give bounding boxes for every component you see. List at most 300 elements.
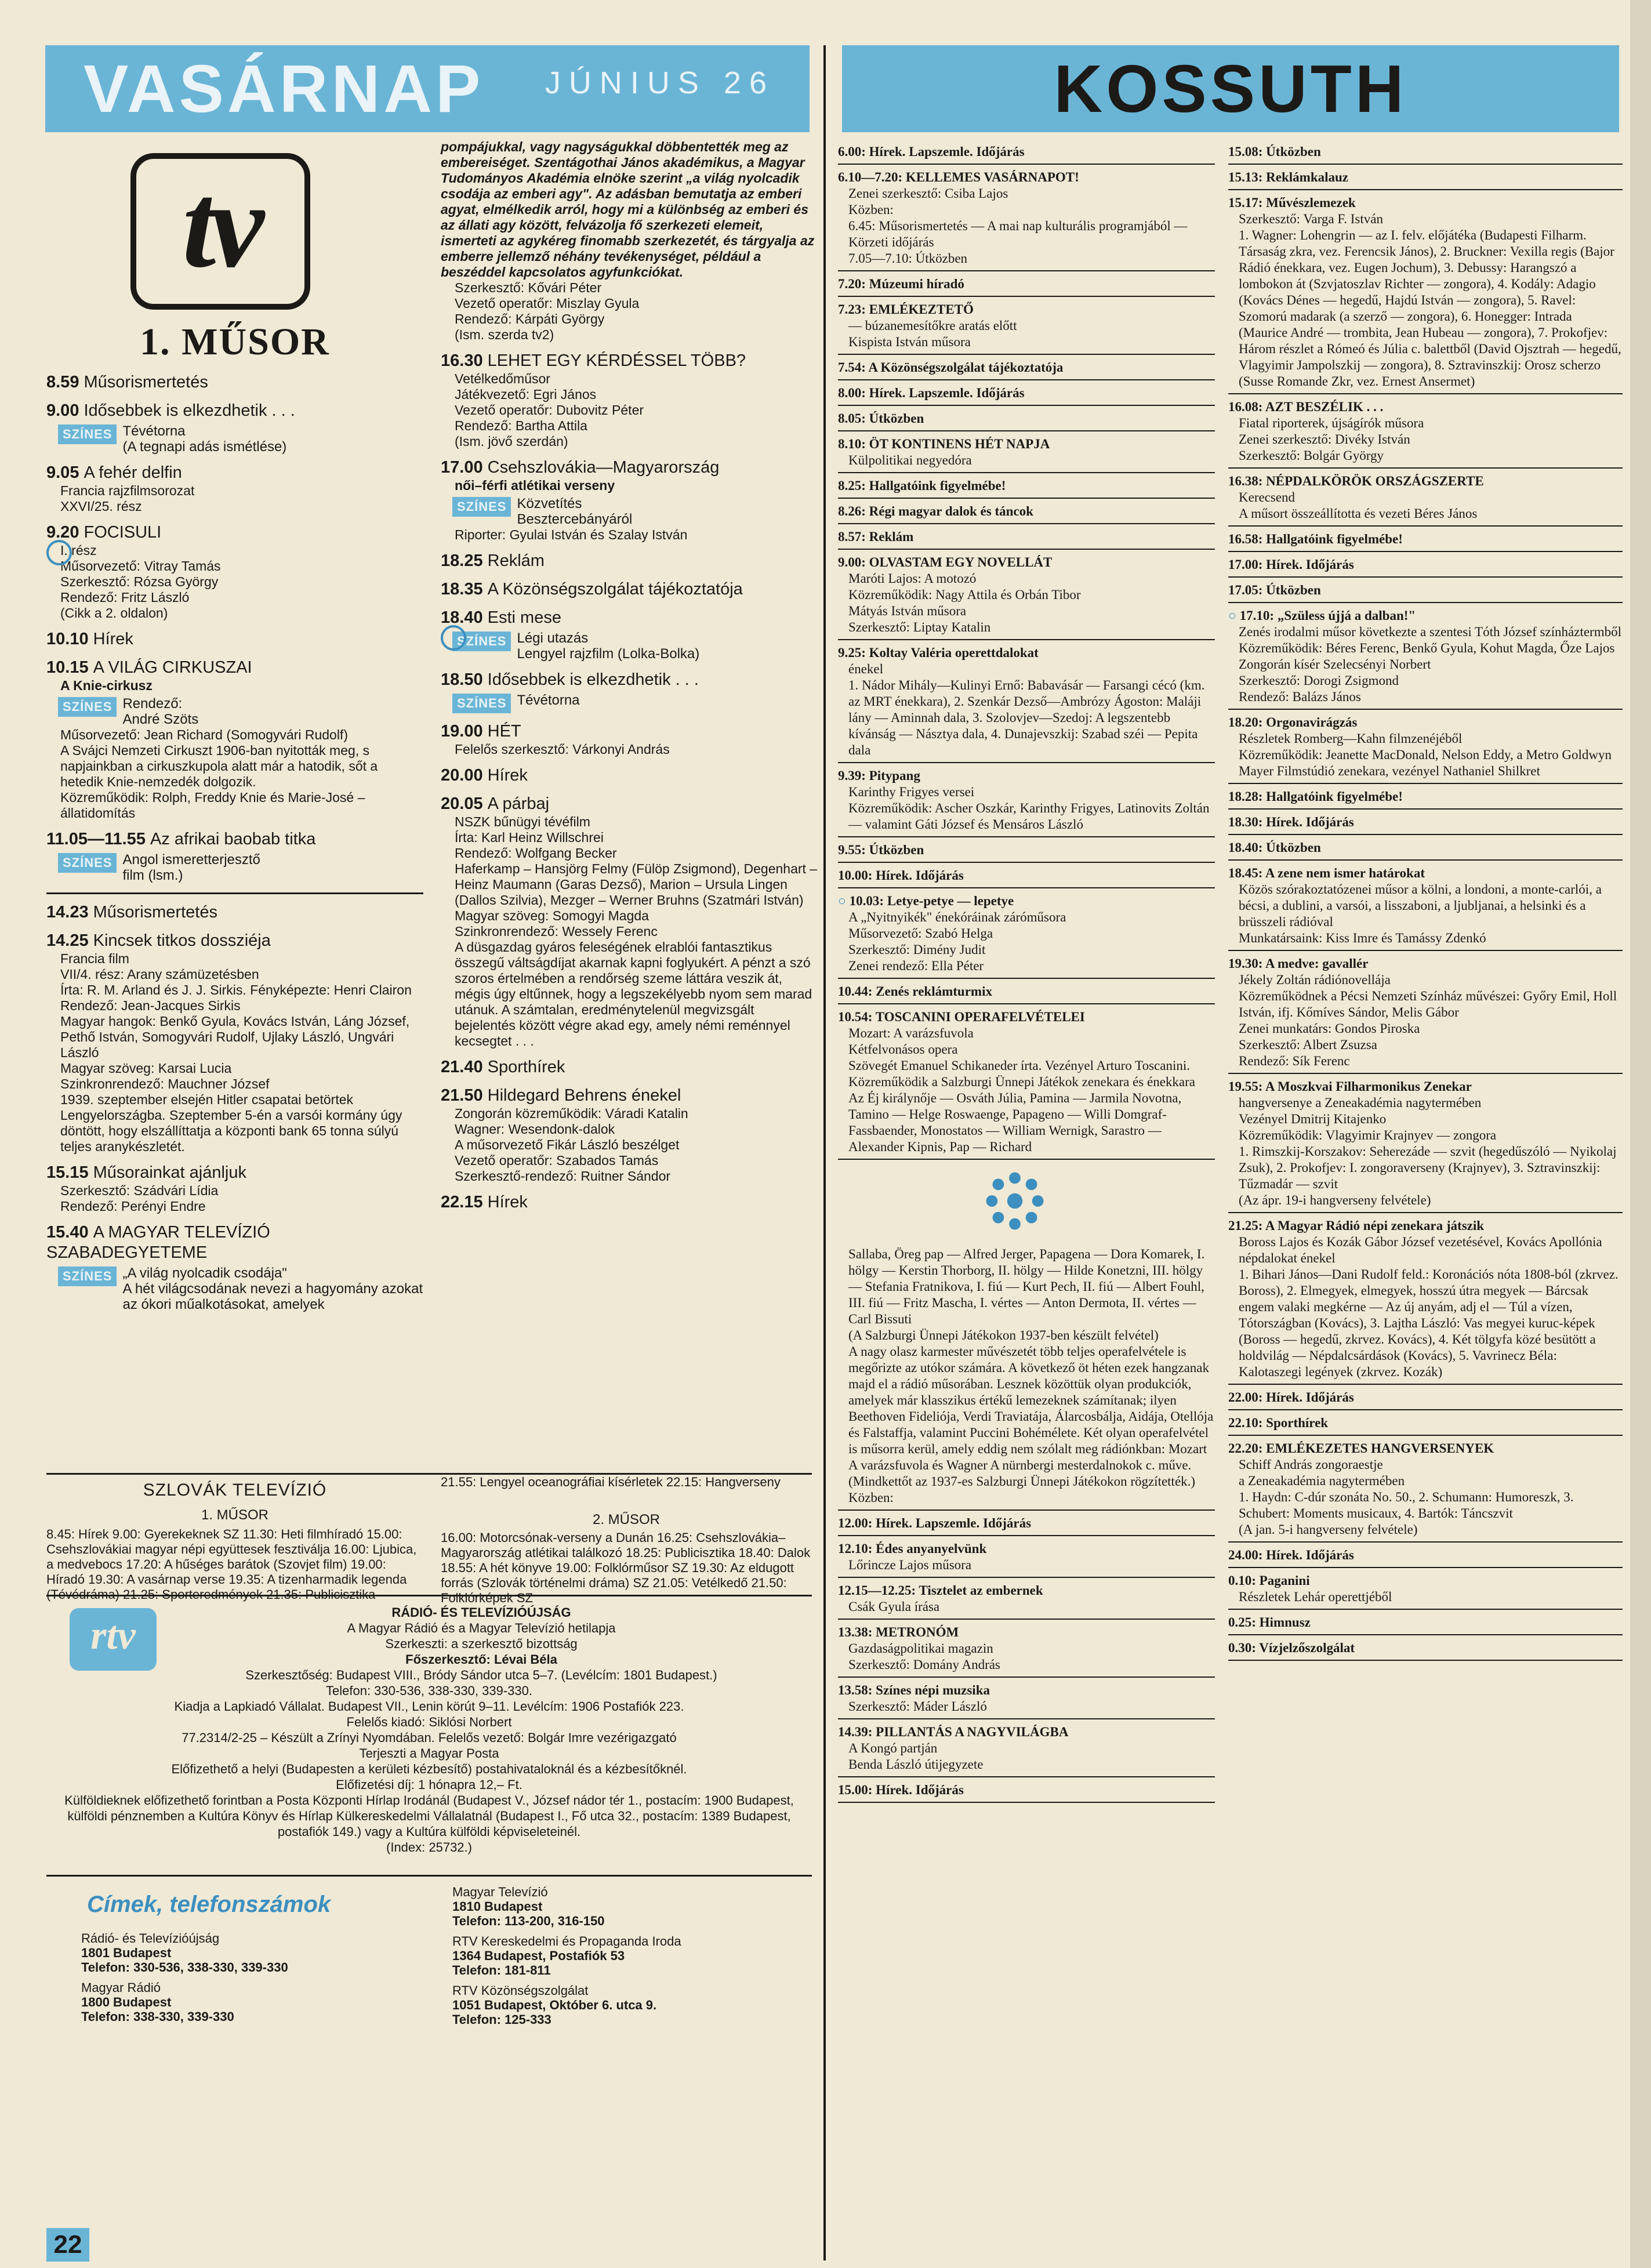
radio-detail: Szövegét Emanuel Schikaneder írta. Vezényel Arturo Toscanini. Közreműködik a Salzburgi Ünnepi Játékok zenekara és énekkara — [848, 1058, 1195, 1089]
radio-detail: Szerkesztő: Dorogi Zsigmond — [1239, 673, 1399, 688]
program-title-line — [46, 522, 423, 543]
radio-title-line — [838, 1624, 1215, 1641]
radio-time: 16.38: — [1228, 474, 1267, 488]
rtv-logo-text: rtv — [90, 1613, 136, 1658]
program-time: 19.00 — [441, 722, 488, 741]
program-title: Hírek — [93, 630, 133, 648]
program-detail: Szerkesztő: Szádvári Lídia — [60, 1183, 219, 1198]
radio-title: A Magyar Rádió népi zenekara játszik — [1265, 1218, 1485, 1233]
program-marker-icon — [441, 625, 466, 651]
program-detail-line: Lengyel rajzfilm (Lolka-Bolka) — [517, 646, 700, 662]
address-block — [81, 1931, 441, 1975]
radio-title-line — [838, 842, 1215, 858]
program-time: 15.15 — [46, 1163, 93, 1182]
program-badge-row — [46, 852, 423, 883]
program-title-line — [441, 721, 818, 742]
program-title: A Közönségszolgálat tájékoztatója — [487, 580, 743, 598]
radio-title: TOSCANINI OPERAFELVÉTELEI — [875, 1010, 1085, 1024]
program-title-line — [441, 794, 818, 814]
radio-divider — [1228, 1567, 1623, 1568]
radio-detail: 1. Wagner: Lohengrin — az I. felv. előjátéka (Budapesti Filharm. Társaság zkra, vez. Ferencsik János), 2. Bruckner: Vexilla regis (Bajor Rádió énekkara, vez. Eugen Jochum), 3. Debussy: Harangszó a lombokon át (Szvjatoszlav Richter — zongora), 4. Kodály: Adagio (Kovács Dénes — hegedű, Hajdú István — zongora), 5. Ravel: Szomorú madarak (a szerző — zongora), 6. Honegger: Intrada (Maurice André — trombita, Jean Hubeau — zongora), 7. Prokofjev: Három részlet a Rómeó és Júlia c. balettből (David Ojsztrah — hegedű, Vlagyimir Jampolszkij — zongora), 8. Sztravinszkij: Orosz scherzo (Susse Romande Zkr, vez. Ernest Ansermet) — [1239, 228, 1621, 389]
radio-time: 0.10: — [1228, 1573, 1260, 1588]
radio-time: 13.58: — [838, 1683, 876, 1697]
program-time: 9.05 — [46, 463, 84, 482]
slovak-m2-title: 2. MŰSOR — [592, 1512, 660, 1527]
radio-divider — [1228, 1634, 1623, 1635]
radio-divider — [838, 978, 1215, 979]
radio-detail: Gazdaságpolitikai magazin — [848, 1641, 993, 1656]
program-detail: Rendező: Bartha Attila — [455, 418, 587, 433]
program-detail: Wagner: Wesendonk-dalok — [455, 1122, 615, 1137]
radio-detail: Az Éj királynője — Osváth Júlia, Pamina — Jarmila Novotna, Tamino — Helge Roswaenge, Papageno — Willi Domgraf-Fassbaender, Monostatos — William Wernigk, Sarastro — Alexander Kipnis, Pap — Richard — [848, 1091, 1182, 1154]
radio-title: Hírek. Lapszemle. Időjárás — [869, 144, 1025, 159]
radio-title: ÖT KONTINENS HÉT NAPJA — [869, 437, 1050, 451]
radio-detail: Közreműködik: Jeanette MacDonald, Nelson Eddy, a Metro Goldwyn Mayer Filmstúdió zenekara, vezényel Nathaniel Shilkret — [1239, 747, 1612, 778]
radio-time: 10.00: — [838, 868, 876, 883]
radio-program — [838, 1246, 1215, 1506]
radio-title: Sporthírek — [1266, 1416, 1329, 1430]
tv-program-list-2 — [441, 351, 818, 1213]
radio-time: 9.25: — [838, 645, 869, 660]
radio-time: 15.17: — [1228, 195, 1267, 210]
radio-title: Édes anyanyelvünk — [876, 1541, 987, 1556]
radio-program — [1228, 144, 1623, 160]
imprint-line: Telefon: 330-536, 338-330, 339-330. — [326, 1683, 532, 1698]
radio-time: 12.00: — [838, 1516, 876, 1530]
program-time: 14.23 — [46, 903, 93, 921]
radio-time: 0.30: — [1228, 1641, 1260, 1655]
radio-title-line — [838, 645, 1215, 661]
col2-intro: pompájukkal, vagy nagyságukkal döbbentették meg az embereiséget. Szentágothai János akadémikus, a Magyar Tudományos Akadémia elnöke szerint „a világ nyolcadik csodája az emberi agy". Az adásban bemutatja az emberi agyat, elmélkedik arról, hogy mi a különbség az emberi és az állati agy között, felvázolja fő szerkezeti elemeit, ismerteti az agykéreg finomabb szerkezetét, és tárgyalja az emberre jellemző néhány tevékenységet, például a beszéddel kapcsolatos agyfunkciókat. — [441, 139, 815, 280]
radio-detail: Szerkesztő: Domány András — [848, 1657, 1000, 1672]
radio-detail: Kispista István műsora — [848, 335, 971, 349]
program-title: Csehszlovákia—Magyarország — [487, 458, 720, 477]
radio-detail: (A jan. 5-i hangverseny felvétele) — [1239, 1522, 1418, 1537]
radio-time: 12.10: — [838, 1541, 876, 1556]
program-detail — [517, 630, 699, 662]
radio-time: 17.10: — [1239, 608, 1278, 623]
radio-title-line — [838, 144, 1215, 160]
radio-detail: Közreműködik: Béres Ferenc, Benkő Gyula, Kohut Magda, Őze Lajos — [1239, 641, 1615, 655]
program-detail: Zongorán közreműködik: Váradi Katalin — [455, 1106, 688, 1121]
tv-program — [441, 765, 818, 786]
tv-logo — [130, 153, 310, 310]
radio-title: PILLANTÁS A NAGYVILÁGBA — [876, 1725, 1069, 1739]
radio-time: 19.30: — [1228, 956, 1265, 971]
tv-program — [46, 372, 423, 393]
radio-detail: (Az ápr. 19-i hangverseny felvétele) — [1239, 1193, 1431, 1207]
radio-divider — [838, 164, 1215, 165]
program-marker-icon: ○ — [838, 894, 850, 908]
radio-program — [838, 1624, 1215, 1673]
radio-title: Letye-petye — lepetye — [887, 894, 1014, 908]
radio-divider — [1228, 467, 1623, 469]
tv-column-1 — [46, 139, 423, 1312]
radio-time: 18.45: — [1228, 866, 1265, 880]
radio-title: AZT BESZÉLIK . . . — [1265, 400, 1384, 414]
radio-program — [1228, 1440, 1623, 1538]
radio-detail: 1. Rimszkij-Korszakov: Seherezáde — szvit (hegedűszóló — Nyikolaj Zsuk), 2. Prokofjev: I. zongoraverseny (Krajnyev), 3. Sztravinszkij: Tűzmadár — szvit — [1239, 1144, 1617, 1191]
program-detail — [122, 696, 198, 727]
radio-time: 18.28: — [1228, 789, 1267, 804]
program-detail-line: Tévétorna — [122, 423, 186, 439]
program-detail-line: film (lsm.) — [122, 868, 183, 883]
radio-detail: Külpolitikai negyedóra — [848, 453, 972, 467]
program-title: Hildegard Behrens énekel — [487, 1086, 681, 1105]
program-title-line — [46, 829, 423, 850]
address-name: Rádió- és Televízióújság — [81, 1931, 220, 1946]
address-phone: Telefon: 338-330, 339-330 — [81, 2009, 234, 2024]
radio-title-line — [838, 1724, 1215, 1740]
program-title: Hírek — [487, 1193, 528, 1211]
radio-divider — [1228, 859, 1623, 861]
program-detail: (Cikk a 2. oldalon) — [60, 605, 168, 620]
tv-program — [46, 1222, 423, 1312]
program-detail: Vetélkedőműsor — [455, 371, 550, 386]
radio-program — [838, 1541, 1215, 1573]
radio-divider — [1228, 834, 1623, 835]
radio-divider — [1228, 1384, 1623, 1385]
tv-program — [441, 670, 818, 713]
station-title: KOSSUTH — [1054, 51, 1407, 126]
radio-title-line — [838, 436, 1215, 452]
address-block — [452, 1983, 812, 2027]
radio-detail: 1. Haydn: C-dúr szonáta No. 50., 2. Schumann: Humoreszk, 3. Schubert: Moments musicaux, 4. Bartók: Táncszvit — [1239, 1490, 1574, 1521]
radio-detail: Szerkesztő: Albert Zsuzsa — [1239, 1037, 1377, 1052]
radio-detail: Maróti Lajos: A motozó — [848, 571, 977, 586]
radio-detail: Szerkesztő: Máder László — [848, 1699, 987, 1714]
radio-time: 13.38: — [838, 1625, 876, 1639]
address-name: Magyar Televízió — [452, 1885, 548, 1899]
radio-program — [1228, 840, 1623, 856]
page-edge — [1630, 0, 1651, 2268]
radio-title: Színes népi muzsika — [876, 1683, 990, 1697]
section-rule — [46, 892, 423, 894]
program-detail-line: Közvetítés — [517, 496, 582, 511]
radio-title: Régi magyar dalok és táncok — [869, 504, 1033, 518]
radio-program — [1228, 608, 1623, 705]
program-title: Esti mese — [487, 608, 561, 627]
radio-title: Hírek. Időjárás — [876, 1783, 964, 1797]
radio-detail: Részletek Romberg—Kahn filmzenéjéből — [1239, 731, 1463, 746]
program-detail: Francia rajzfilmsorozat — [60, 483, 195, 498]
program-badge-row — [46, 696, 423, 727]
channel-title: 1. MŰSOR — [140, 321, 330, 363]
radio-title-line — [1228, 1218, 1623, 1234]
radio-time: 18.30: — [1228, 815, 1267, 829]
station-header — [842, 45, 1619, 132]
program-detail: női–férfi atlétikai verseny — [455, 478, 615, 493]
program-detail-line: (A tegnapi adás ismétlése) — [122, 439, 287, 455]
program-detail: Rendező: Jean-Jacques Sirkis — [60, 998, 241, 1013]
slovak-m1-title: 1. MŰSOR — [201, 1507, 268, 1523]
radio-time: 16.58: — [1228, 532, 1267, 546]
radio-title: Múzeumi híradó — [869, 277, 964, 291]
tv-program — [46, 522, 423, 621]
radio-title-line — [1228, 195, 1623, 211]
radio-divider — [838, 1535, 1215, 1536]
radio-title: Hírek. Lapszemle. Időjárás — [869, 386, 1025, 400]
program-detail: Játékvezető: Egri János — [455, 387, 597, 402]
date-label: JÚNIUS 26 — [545, 66, 775, 100]
radio-divider — [838, 472, 1215, 473]
imprint-line: (Index: 25732.) — [386, 1840, 472, 1855]
program-detail: Riporter: Gyulai István és Szalay István — [455, 527, 688, 542]
radio-time: 7.23: — [838, 302, 869, 317]
radio-divider — [1228, 1073, 1623, 1074]
radio-divider — [838, 549, 1215, 550]
radio-detail: Fiatal riporterek, újságírók műsora — [1239, 416, 1424, 430]
radio-title: Reklám — [869, 529, 914, 544]
radio-detail: Szerkesztő: Varga F. István — [1239, 212, 1383, 226]
radio-program — [1228, 557, 1623, 573]
radio-title-line — [1228, 1079, 1623, 1095]
tv-program — [441, 1086, 818, 1184]
radio-detail: Szerkesztő: Bolgár György — [1239, 448, 1384, 463]
radio-detail: Részletek Lehár operettjéből — [1239, 1590, 1392, 1604]
radio-divider — [1228, 1409, 1623, 1410]
tv-program — [441, 721, 818, 757]
radio-title: NÉPDALKÖRÖK ORSZÁGSZERTE — [1266, 474, 1484, 488]
radio-title: A Közönségszolgálat tájékoztatója — [868, 360, 1064, 375]
radio-detail: 7.05—7.10: Útközben — [848, 251, 968, 266]
radio-detail: A „Nyitnyikék" énekóráinak záróműsora — [848, 910, 1066, 924]
kossuth-column-1 — [838, 139, 1215, 1806]
radio-divider — [1228, 783, 1623, 784]
radio-time: 9.00: — [838, 555, 869, 569]
radio-program — [1228, 1614, 1623, 1631]
radio-program — [1228, 1573, 1623, 1605]
radio-title: Hírek. Időjárás — [876, 868, 964, 883]
snowflake-icon — [983, 1169, 1047, 1233]
radio-time: 22.10: — [1228, 1416, 1267, 1430]
radio-detail: Szerkesztő: Liptay Katalin — [848, 620, 991, 634]
radio-program — [838, 893, 1215, 974]
program-badge-row — [441, 630, 818, 662]
radio-detail: Rendező: Sík Ferenc — [1239, 1054, 1350, 1068]
radio-divider — [838, 1159, 1215, 1160]
radio-detail: hangversenye a Zeneakadémia nagytermében — [1239, 1095, 1482, 1110]
radio-program — [838, 276, 1215, 292]
radio-title-line — [838, 893, 1215, 909]
radio-program — [1228, 956, 1623, 1069]
color-badge: SZÍNES — [58, 697, 117, 717]
radio-title: A medve: gavallér — [1265, 956, 1369, 971]
tv-program — [441, 351, 818, 449]
radio-program — [1228, 714, 1623, 779]
radio-detail: (A Salzburgi Ünnepi Játékokon 1937-ben készült felvétel) — [848, 1328, 1159, 1342]
radio-title: EMLÉKEZETES HANGVERSENYEK — [1266, 1441, 1494, 1456]
tv-program — [441, 1057, 818, 1077]
program-detail: A düsgazdag gyáros feleségének elrablói fantasztikus összegű váltságdíjat akarnak kapni foglyukért. A pénzt a szó szoros értelmében a rendőrség szeme láttára veszik át, mégis úgy eltűnnek, hogy a legszekélyebb nyom sem marad utánuk. A számtalan, eredménytelenül megvizsgált bejelentés között végre akad egy, amely némi reménnyel kecsegtet . . . — [455, 939, 812, 1048]
tv-program-list — [46, 372, 423, 1312]
radio-detail: 1. Nádor Mihály—Kulinyi Ernő: Babavásár — Farsangi cécó (km. az MRT énekkara), 2. Szenkár Dezső—Ambrózy Ágoston: Maláji lány — Aminnah dala, 3. Szolovjev—Szedoj: A legszentebb kívánság — Násztya dala, 4. Dunajevszkij: Szabad széi — Pepita dala — [848, 678, 1205, 757]
tv-program — [441, 551, 818, 571]
color-badge: SZÍNES — [452, 632, 511, 651]
radio-detail: Zongorán kísér Szelecsényi Norbert — [1239, 657, 1431, 672]
radio-time: 22.00: — [1228, 1390, 1267, 1405]
program-title: Kincsek titkos dossziéja — [93, 931, 271, 950]
program-time: 22.15 — [441, 1193, 488, 1211]
radio-divider — [838, 430, 1215, 431]
radio-time: 10.54: — [838, 1010, 876, 1024]
address-phone: Telefon: 330-536, 338-330, 339-330 — [81, 1960, 288, 1975]
address-block — [452, 1934, 812, 1977]
program-detail-line: Tévétorna — [517, 692, 580, 708]
program-detail — [122, 1265, 423, 1312]
radio-title: Hallgatóink figyelmébe! — [869, 478, 1006, 493]
imprint-line: A Magyar Rádió és a Magyar Televízió hetilapja — [347, 1621, 616, 1635]
radio-detail: Közös szórakoztatózenei műsor a kölni, a londoni, a monte-carlói, a bécsi, a dublini, a varsói, a lisszaboni, a ljubljanai, a helsinki és a brüsszeli rádióval — [1239, 882, 1602, 929]
radio-program — [838, 554, 1215, 636]
program-detail: I. rész — [60, 543, 97, 558]
imprint-lines — [46, 1605, 812, 1855]
program-badge-row — [441, 496, 818, 527]
program-title-line — [46, 1222, 423, 1263]
program-title-line — [46, 372, 423, 393]
radio-detail: 6.45: Műsorismertetés — A mai nap kulturális programjából — Körzeti időjárás — [848, 219, 1188, 249]
program-detail: XXVI/25. rész — [60, 499, 142, 514]
radio-time: 9.55: — [838, 843, 869, 857]
radio-program — [1228, 1389, 1623, 1406]
radio-program — [838, 984, 1215, 1000]
program-detail — [122, 423, 286, 455]
program-marker-icon — [46, 540, 72, 565]
tv-program — [441, 794, 818, 1049]
radio-detail: Benda László útijegyzete — [848, 1757, 984, 1772]
program-detail — [517, 692, 579, 708]
radio-detail: A műsort összeállította és vezeti Béres János — [1239, 506, 1478, 521]
radio-title-line — [1228, 473, 1623, 489]
radio-time: 19.55: — [1228, 1079, 1265, 1094]
page-number: 22 — [46, 2228, 89, 2262]
imprint-line: 77.2314/2-25 – Készült a Zrínyi Nyomdában. Felelős vezető: Bolgár Imre vezérigazgató — [182, 1730, 677, 1745]
program-time: 20.00 — [441, 766, 488, 785]
imprint-line: Előfizetési díj: 1 hónapra 12,– Ft. — [336, 1777, 522, 1792]
radio-title-line — [1228, 144, 1623, 160]
program-detail: Vezető operatőr: Dubovitz Péter — [455, 402, 644, 418]
radio-time: 7.54: — [838, 360, 869, 375]
program-title: Műsorismertetés — [93, 903, 217, 921]
program-detail: Szerkesztő: Rózsa György — [60, 574, 219, 589]
program-detail: Szinkronrendező: Mauchner József — [60, 1076, 270, 1091]
radio-title: Pitypang — [869, 768, 920, 783]
program-detail-line: A hét világcsodának nevezi a hagyomány azokat az ókori műalkotásokat, amelyek — [122, 1281, 423, 1312]
program-detail: 1939. szeptember elsején Hitler csapatai betörtek Lengyelországba. Szeptember 5-én a varsói kormány úgy döntött, hogy elszállíttatja a központi bank 65 tonna súlyú teljes aranykészletét. — [60, 1092, 402, 1154]
radio-divider — [838, 1509, 1215, 1511]
radio-title: KELLEMES VASÁRNAPOT! — [905, 170, 1079, 184]
radio-detail: Közben: — [848, 202, 894, 217]
program-detail: Szinkronrendező: Wessely Ferenc — [455, 924, 658, 939]
program-title: HÉT — [487, 722, 521, 741]
program-detail: NSZK bűnügyi tévéfilm — [455, 814, 590, 829]
radio-divider — [838, 1619, 1215, 1620]
radio-title: Hírek. Időjárás — [1266, 1548, 1354, 1562]
radio-divider — [838, 498, 1215, 499]
radio-program-list-2 — [1228, 144, 1623, 1661]
radio-time: 10.03: — [849, 894, 887, 908]
radio-detail: Lőrincze Lajos műsora — [848, 1558, 972, 1572]
radio-program — [838, 436, 1215, 469]
radio-title: Útközben — [1266, 840, 1321, 855]
radio-title-line — [838, 478, 1215, 494]
program-time: 21.50 — [441, 1086, 488, 1105]
tv-program — [46, 829, 423, 883]
program-title: LEHET EGY KÉRDÉSSEL TÖBB? — [487, 351, 746, 370]
radio-title-line — [838, 169, 1215, 186]
radio-divider — [1228, 1609, 1623, 1610]
radio-title-line — [1228, 840, 1623, 856]
radio-divider — [1228, 1435, 1623, 1436]
program-title: Idősebbek is elkezdhetik . . . — [84, 401, 295, 420]
color-badge: SZÍNES — [58, 853, 117, 873]
radio-program — [838, 169, 1215, 267]
radio-time: 0.25: — [1228, 1615, 1260, 1630]
radio-divider — [1228, 709, 1623, 710]
radio-divider — [838, 270, 1215, 271]
color-badge: SZÍNES — [58, 424, 117, 444]
radio-detail: Kerecsend — [1239, 490, 1296, 505]
radio-program — [838, 842, 1215, 858]
program-time: 16.30 — [441, 351, 488, 370]
radio-divider — [838, 1003, 1215, 1004]
program-detail: Felelős szerkesztő: Várkonyi András — [455, 742, 670, 757]
program-detail — [122, 852, 260, 883]
radio-detail: Mozart: A varázsfuvola — [848, 1026, 974, 1040]
radio-time: 21.25: — [1228, 1218, 1265, 1233]
radio-time: 15.08: — [1228, 144, 1267, 159]
radio-divider — [838, 1676, 1215, 1678]
credit-line: Rendező: Kárpáti György — [455, 311, 605, 326]
radio-detail: Schiff András zongoraestje — [1239, 1457, 1383, 1472]
program-detail-line: Besztercebányáról — [517, 511, 633, 527]
radio-title: Hírek. Időjárás — [1266, 815, 1354, 829]
program-title: A MAGYAR TELEVÍZIÓ SZABADEGYETEME — [46, 1223, 270, 1262]
program-detail: Szerkesztő-rendező: Ruitner Sándor — [455, 1169, 671, 1184]
radio-time: 15.13: — [1228, 170, 1267, 184]
imprint-line: Kiadja a Lapkiadó Vállalat. Budapest VII., Lenin körút 9–11. Levélcím: 1906 Postafiók 223. — [174, 1699, 684, 1714]
radio-time: 18.20: — [1228, 715, 1267, 730]
radio-title-line — [1228, 1389, 1623, 1406]
radio-program — [1228, 582, 1623, 598]
imprint-line: Szerkeszti: a szerkesztő bizottság — [385, 1636, 578, 1651]
radio-title-line — [838, 1515, 1215, 1532]
radio-detail: — búzanemesítőkre aratás előtt — [848, 318, 1017, 333]
radio-detail: Sallaba, Öreg pap — Alfred Jerger, Papagena — Dora Komarek, I. hölgy — Kerstin Thorborg, II. hölgy — Hilde Konetzni, III. hölgy — Stefania Fratnikova, I. fiú — Kurt Pech, II. fiú — Albert Fouhl, III. fiú — Fritz Mascha, I. vértes — Anton Dermota, II. vértes — Carl Bissuti — [848, 1247, 1205, 1326]
program-time: 8.59 — [46, 373, 84, 391]
program-time: 18.25 — [441, 551, 488, 570]
radio-title: Hallgatóink figyelmébe! — [1266, 789, 1403, 804]
radio-title-line — [1228, 531, 1623, 547]
radio-title-line — [1228, 608, 1623, 624]
radio-title: A Moszkvai Filharmonikus Zenekar — [1265, 1079, 1472, 1094]
radio-divider — [1228, 525, 1623, 527]
imprint-line: Terjeszti a Magyar Posta — [359, 1746, 499, 1761]
program-title: Sporthírek — [487, 1058, 565, 1076]
program-title: Műsorainkat ajánljuk — [93, 1163, 246, 1182]
radio-divider — [838, 862, 1215, 863]
radio-divider — [838, 523, 1215, 524]
credit-line: Szerkesztő: Kővári Péter — [455, 280, 602, 295]
radio-title-line — [1228, 557, 1623, 573]
color-badge: SZÍNES — [58, 1267, 117, 1286]
radio-program — [1228, 1415, 1623, 1431]
radio-program — [838, 529, 1215, 545]
radio-title-line — [1228, 1547, 1623, 1563]
program-title-line — [441, 1086, 818, 1106]
radio-time: 8.57: — [838, 529, 869, 544]
program-time: 18.35 — [441, 580, 488, 598]
